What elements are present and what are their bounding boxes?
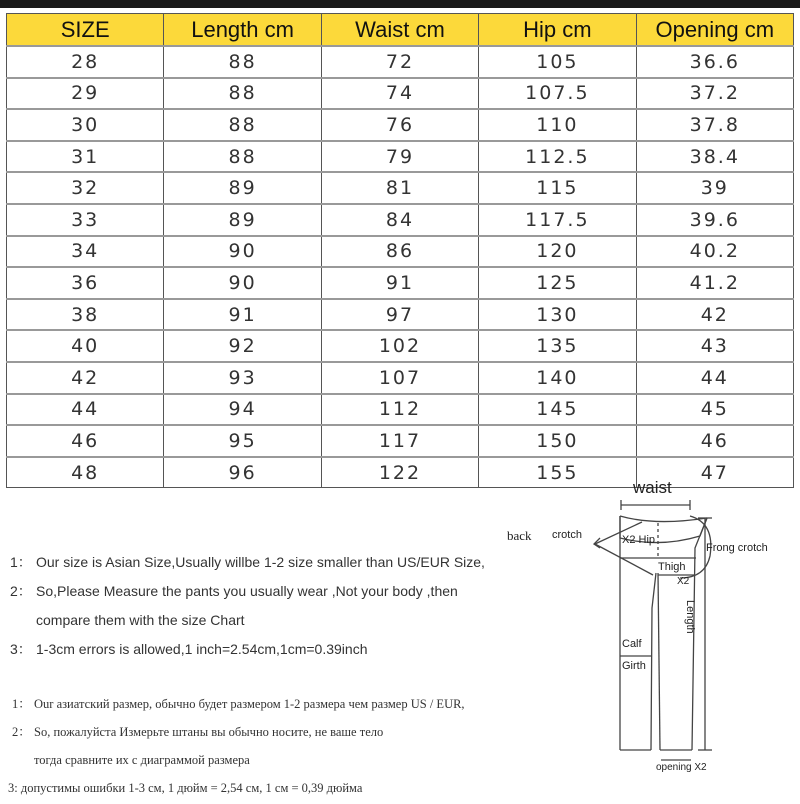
table-cell: 115 [479,172,636,204]
note-ru-2 [8,718,465,746]
table-cell: 28 [7,46,164,78]
table-cell: 145 [479,394,636,426]
table-cell: 37.2 [636,78,793,110]
table-cell: 89 [164,172,321,204]
table-cell: 72 [321,46,478,78]
russian-notes [8,690,465,802]
table-cell: 47 [636,457,793,488]
table-cell: 155 [479,457,636,488]
label-girth: Girth [622,660,646,672]
note-ru-2-continued: тогда сравните их с диаграммой размера [34,753,250,767]
top-border-bar [0,0,800,8]
table-row [7,299,794,331]
table-cell: 39 [636,172,793,204]
table-row [7,109,794,141]
table-cell: 86 [321,236,478,268]
table-cell: 93 [164,362,321,394]
table-cell: 135 [479,330,636,362]
table-cell: 46 [7,425,164,457]
table-cell: 42 [7,362,164,394]
table-cell: 36 [7,267,164,299]
table-cell: 37.8 [636,109,793,141]
table-cell: 76 [321,109,478,141]
table-cell: 48 [7,457,164,488]
table-cell: 40 [7,330,164,362]
table-row [7,362,794,394]
table-cell: 34 [7,236,164,268]
note-2-continued: compare them with the size Chart [36,612,245,628]
table-cell: 74 [321,78,478,110]
table-cell: 38.4 [636,141,793,173]
table-cell: 91 [321,267,478,299]
header-size: SIZE [7,14,164,47]
note-text: Our азиатский размер, обычно будет размером 1-2 размера чем размер US / EUR, [34,697,465,711]
header-length: Length cm [164,14,321,47]
label-thigh: Thigh [658,561,686,573]
table-cell: 89 [164,204,321,236]
table-cell: 38 [7,299,164,331]
note-text: So,Please Measure the pants you usually wear ,Not your body ,then [36,583,458,599]
size-chart-table [6,13,794,488]
table-cell: 112 [321,394,478,426]
table-cell: 44 [7,394,164,426]
table-cell: 42 [636,299,793,331]
table-cell: 94 [164,394,321,426]
header-waist: Waist cm [321,14,478,47]
table-cell: 90 [164,267,321,299]
table-row [7,394,794,426]
note-number: 2： [12,725,31,739]
label-frong-crotch: Frong crotch [706,542,768,554]
table-row [7,141,794,173]
table-cell: 107.5 [479,78,636,110]
note-text: 1-3cm errors is allowed,1 inch=2.54cm,1cm=0.39inch [36,641,368,657]
table-row [7,172,794,204]
table-cell: 122 [321,457,478,488]
table-cell: 92 [164,330,321,362]
table-cell: 39.6 [636,204,793,236]
table-cell: 105 [479,46,636,78]
table-row [7,78,794,110]
table-cell: 44 [636,362,793,394]
label-back: back [507,528,532,543]
label-calf: Calf [622,638,642,650]
table-body [7,46,794,488]
table-cell: 41.2 [636,267,793,299]
note-1 [10,548,485,577]
table-row [7,204,794,236]
table-cell: 88 [164,46,321,78]
table-cell: 46 [636,425,793,457]
table-cell: 36.6 [636,46,793,78]
table-cell: 43 [636,330,793,362]
table-cell: 112.5 [479,141,636,173]
note-number: 3： [10,641,32,657]
table-cell: 117.5 [479,204,636,236]
note-ru-3: 3: допустимы ошибки 1-3 см, 1 дюйм = 2,54 см, 1 см = 0,39 дюйма [8,781,363,795]
table-row [7,330,794,362]
table-cell: 90 [164,236,321,268]
note-text: Our size is Asian Size,Usually willbe 1-2 size smaller than US/EUR Size, [36,554,485,570]
label-length: Length [684,600,696,634]
table-cell: 29 [7,78,164,110]
table-cell: 150 [479,425,636,457]
table-cell: 130 [479,299,636,331]
table-header-row [7,14,794,47]
label-x2-hip: X2 Hip [622,534,656,546]
table-cell: 79 [321,141,478,173]
table-cell: 33 [7,204,164,236]
note-number: 1： [12,697,31,711]
table-cell: 32 [7,172,164,204]
table-row [7,46,794,78]
pants-measurement-diagram [500,478,800,800]
table-cell: 97 [321,299,478,331]
note-ru-1 [8,690,465,718]
note-3 [10,635,485,664]
header-opening: Opening cm [636,14,793,47]
table-cell: 45 [636,394,793,426]
pants-outline-icon [500,478,800,800]
table-cell: 84 [321,204,478,236]
table-cell: 102 [321,330,478,362]
label-opening: opening X2 [656,762,707,773]
table-cell: 140 [479,362,636,394]
english-notes [10,548,485,664]
note-text: So, пожалуйста Измерьте штаны вы обычно носите, не ваше тело [34,725,384,739]
table-cell: 31 [7,141,164,173]
table-cell: 88 [164,141,321,173]
table-row [7,236,794,268]
table-cell: 96 [164,457,321,488]
table-row [7,425,794,457]
table-cell: 107 [321,362,478,394]
note-2 [10,577,485,606]
note-number: 1： [10,554,32,570]
table-cell: 81 [321,172,478,204]
label-x2: X2 [677,576,690,587]
table-cell: 110 [479,109,636,141]
table-cell: 88 [164,78,321,110]
table-cell: 117 [321,425,478,457]
table-cell: 88 [164,109,321,141]
table-cell: 95 [164,425,321,457]
table-row [7,267,794,299]
table-cell: 40.2 [636,236,793,268]
table-cell: 120 [479,236,636,268]
table-cell: 91 [164,299,321,331]
label-waist: waist [633,478,672,497]
note-number: 2： [10,583,32,599]
header-hip: Hip cm [479,14,636,47]
table-cell: 125 [479,267,636,299]
label-crotch: crotch [552,529,582,541]
table-cell: 30 [7,109,164,141]
